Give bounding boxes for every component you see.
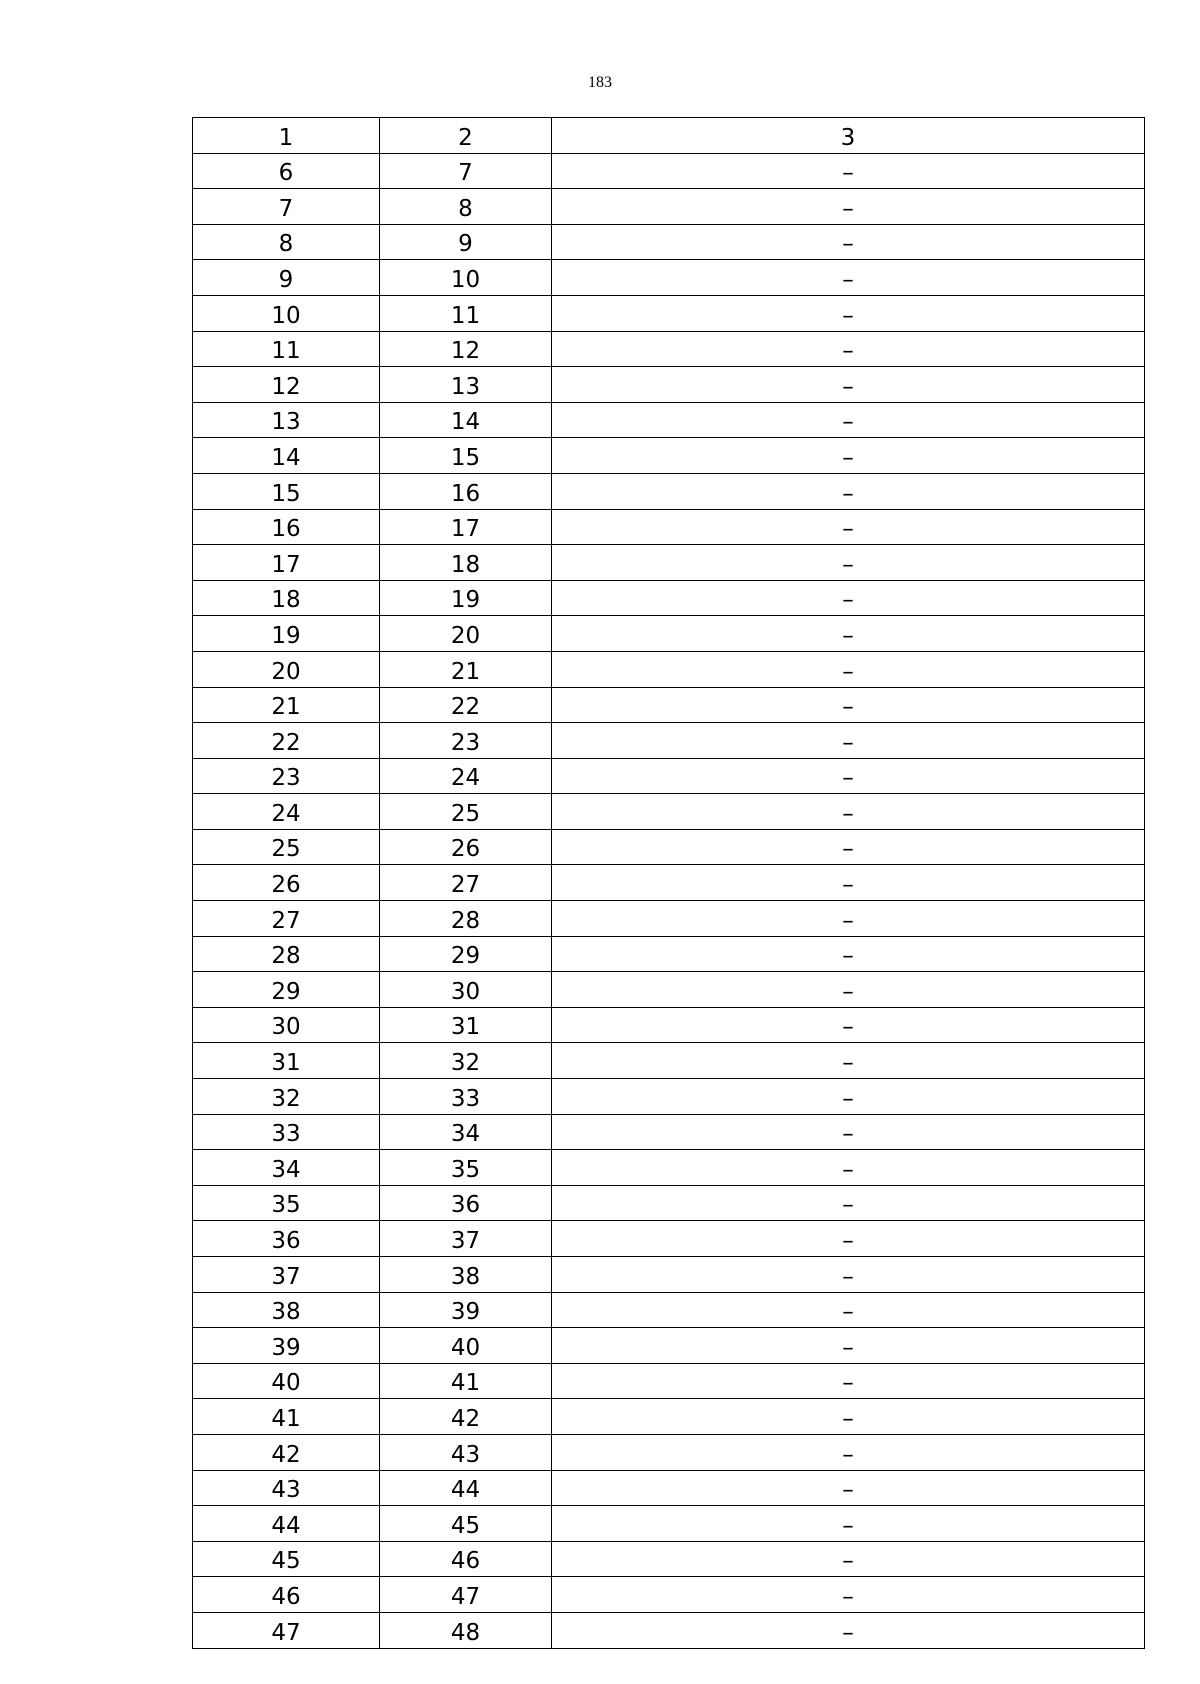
cell-col-2: 18 <box>380 545 552 581</box>
cell-col-1: 29 <box>193 972 380 1008</box>
table-row <box>193 1434 1145 1470</box>
cell-col-2: 22 <box>380 687 552 723</box>
cell-col-1: 38 <box>193 1292 380 1328</box>
cell-col-3: – <box>552 1292 1145 1328</box>
table-row <box>193 972 1145 1008</box>
table-row <box>193 295 1145 331</box>
cell-col-3: – <box>552 260 1145 296</box>
cell-col-3: – <box>552 1221 1145 1257</box>
cell-col-1: 16 <box>193 509 380 545</box>
cell-col-1: 11 <box>193 331 380 367</box>
cell-col-3: – <box>552 1043 1145 1079</box>
cell-col-1: 12 <box>193 367 380 403</box>
cell-col-2: 38 <box>380 1257 552 1293</box>
cell-col-2: 39 <box>380 1292 552 1328</box>
column-number-1: 1 <box>193 118 380 154</box>
table-row <box>193 936 1145 972</box>
cell-col-3: – <box>552 1150 1145 1186</box>
cell-col-3: – <box>552 545 1145 581</box>
cell-col-2: 42 <box>380 1399 552 1435</box>
cell-col-2: 15 <box>380 438 552 474</box>
cell-col-2: 35 <box>380 1150 552 1186</box>
cell-col-1: 35 <box>193 1185 380 1221</box>
cell-col-2: 30 <box>380 972 552 1008</box>
cell-col-2: 48 <box>380 1612 552 1648</box>
cell-col-2: 10 <box>380 260 552 296</box>
cell-col-3: – <box>552 1114 1145 1150</box>
cell-col-1: 44 <box>193 1506 380 1542</box>
table-row <box>193 1577 1145 1613</box>
table-row <box>193 687 1145 723</box>
cell-col-3: – <box>552 1577 1145 1613</box>
cell-col-1: 24 <box>193 794 380 830</box>
cell-col-2: 14 <box>380 402 552 438</box>
cell-col-3: – <box>552 865 1145 901</box>
table-row <box>193 260 1145 296</box>
table-row <box>193 1043 1145 1079</box>
table-row <box>193 1007 1145 1043</box>
table-body <box>193 118 1145 1649</box>
cell-col-2: 44 <box>380 1470 552 1506</box>
cell-col-3: – <box>552 829 1145 865</box>
cell-col-2: 43 <box>380 1434 552 1470</box>
cell-col-1: 26 <box>193 865 380 901</box>
table-row <box>193 473 1145 509</box>
cell-col-2: 33 <box>380 1079 552 1115</box>
cell-col-2: 11 <box>380 295 552 331</box>
cell-col-1: 31 <box>193 1043 380 1079</box>
cell-col-1: 19 <box>193 616 380 652</box>
table-row <box>193 1079 1145 1115</box>
cell-col-2: 29 <box>380 936 552 972</box>
cell-col-1: 23 <box>193 758 380 794</box>
table-row <box>193 331 1145 367</box>
cell-col-3: – <box>552 936 1145 972</box>
cell-col-2: 41 <box>380 1363 552 1399</box>
cell-col-3: – <box>552 794 1145 830</box>
cell-col-3: – <box>552 616 1145 652</box>
cell-col-2: 37 <box>380 1221 552 1257</box>
cell-col-1: 34 <box>193 1150 380 1186</box>
cell-col-1: 28 <box>193 936 380 972</box>
cell-col-2: 16 <box>380 473 552 509</box>
table-row <box>193 1506 1145 1542</box>
cell-col-2: 46 <box>380 1541 552 1577</box>
cell-col-2: 34 <box>380 1114 552 1150</box>
table-row <box>193 224 1145 260</box>
cell-col-1: 47 <box>193 1612 380 1648</box>
cell-col-3: – <box>552 1185 1145 1221</box>
cell-col-1: 25 <box>193 829 380 865</box>
cell-col-2: 28 <box>380 901 552 937</box>
cell-col-3: – <box>552 1399 1145 1435</box>
table-row <box>193 723 1145 759</box>
table-row <box>193 402 1145 438</box>
table-row <box>193 1114 1145 1150</box>
cell-col-1: 17 <box>193 545 380 581</box>
cell-col-1: 22 <box>193 723 380 759</box>
cell-col-2: 13 <box>380 367 552 403</box>
cell-col-1: 14 <box>193 438 380 474</box>
table-row <box>193 367 1145 403</box>
page-number: 183 <box>588 74 612 91</box>
table-header-row <box>193 118 1145 154</box>
cell-col-3: – <box>552 509 1145 545</box>
cell-col-1: 10 <box>193 295 380 331</box>
cell-col-1: 41 <box>193 1399 380 1435</box>
table-row <box>193 1363 1145 1399</box>
cell-col-1: 43 <box>193 1470 380 1506</box>
cell-col-3: – <box>552 651 1145 687</box>
cell-col-1: 9 <box>193 260 380 296</box>
cell-col-2: 23 <box>380 723 552 759</box>
cell-col-2: 12 <box>380 331 552 367</box>
cell-col-3: – <box>552 1079 1145 1115</box>
table-row <box>193 153 1145 189</box>
cell-col-3: – <box>552 367 1145 403</box>
cell-col-2: 24 <box>380 758 552 794</box>
cell-col-3: – <box>552 189 1145 225</box>
cell-col-3: – <box>552 1007 1145 1043</box>
table-row <box>193 1399 1145 1435</box>
column-number-2: 2 <box>380 118 552 154</box>
cell-col-2: 45 <box>380 1506 552 1542</box>
table-row <box>193 189 1145 225</box>
table-row <box>193 794 1145 830</box>
cell-col-1: 15 <box>193 473 380 509</box>
cell-col-3: – <box>552 1434 1145 1470</box>
cell-col-3: – <box>552 901 1145 937</box>
table-row <box>193 580 1145 616</box>
cell-col-1: 30 <box>193 1007 380 1043</box>
cell-col-1: 42 <box>193 1434 380 1470</box>
cell-col-2: 19 <box>380 580 552 616</box>
table-row <box>193 901 1145 937</box>
cell-col-3: – <box>552 402 1145 438</box>
cell-col-1: 36 <box>193 1221 380 1257</box>
cell-col-2: 27 <box>380 865 552 901</box>
table-row <box>193 1257 1145 1293</box>
cell-col-1: 40 <box>193 1363 380 1399</box>
cell-col-1: 33 <box>193 1114 380 1150</box>
cell-col-3: – <box>552 1541 1145 1577</box>
cell-col-1: 13 <box>193 402 380 438</box>
cell-col-3: – <box>552 153 1145 189</box>
cell-col-3: – <box>552 1612 1145 1648</box>
cell-col-3: – <box>552 1328 1145 1364</box>
cell-col-3: – <box>552 224 1145 260</box>
table-row <box>193 1612 1145 1648</box>
table-row <box>193 1470 1145 1506</box>
cell-col-1: 45 <box>193 1541 380 1577</box>
cell-col-3: – <box>552 331 1145 367</box>
table-row <box>193 438 1145 474</box>
cell-col-3: – <box>552 687 1145 723</box>
cell-col-1: 6 <box>193 153 380 189</box>
cell-col-2: 40 <box>380 1328 552 1364</box>
cell-col-3: – <box>552 1363 1145 1399</box>
cell-col-3: – <box>552 1506 1145 1542</box>
cell-col-1: 7 <box>193 189 380 225</box>
cell-col-2: 25 <box>380 794 552 830</box>
cell-col-3: – <box>552 295 1145 331</box>
cell-col-2: 20 <box>380 616 552 652</box>
cell-col-1: 39 <box>193 1328 380 1364</box>
cell-col-1: 46 <box>193 1577 380 1613</box>
cell-col-1: 27 <box>193 901 380 937</box>
table-row <box>193 616 1145 652</box>
cell-col-1: 20 <box>193 651 380 687</box>
cell-col-1: 18 <box>193 580 380 616</box>
cell-col-3: – <box>552 438 1145 474</box>
cell-col-2: 7 <box>380 153 552 189</box>
cell-col-2: 47 <box>380 1577 552 1613</box>
table-row <box>193 1541 1145 1577</box>
cell-col-1: 37 <box>193 1257 380 1293</box>
cell-col-2: 26 <box>380 829 552 865</box>
cell-col-1: 21 <box>193 687 380 723</box>
table-row <box>193 1150 1145 1186</box>
cell-col-3: – <box>552 758 1145 794</box>
table-row <box>193 1221 1145 1257</box>
column-number-3: 3 <box>552 118 1145 154</box>
cell-col-2: 17 <box>380 509 552 545</box>
cell-col-3: – <box>552 1470 1145 1506</box>
cell-col-3: – <box>552 723 1145 759</box>
cell-col-3: – <box>552 1257 1145 1293</box>
cell-col-1: 8 <box>193 224 380 260</box>
cell-col-3: – <box>552 473 1145 509</box>
cell-col-2: 9 <box>380 224 552 260</box>
table-row <box>193 1292 1145 1328</box>
cell-col-2: 32 <box>380 1043 552 1079</box>
cell-col-1: 32 <box>193 1079 380 1115</box>
cell-col-2: 31 <box>380 1007 552 1043</box>
cell-col-2: 36 <box>380 1185 552 1221</box>
data-table <box>192 117 1145 1649</box>
cell-col-2: 21 <box>380 651 552 687</box>
table-row <box>193 865 1145 901</box>
table-row <box>193 1185 1145 1221</box>
table-row <box>193 1328 1145 1364</box>
table-row <box>193 509 1145 545</box>
table-row <box>193 758 1145 794</box>
table-row <box>193 651 1145 687</box>
cell-col-3: – <box>552 580 1145 616</box>
table-row <box>193 545 1145 581</box>
cell-col-3: – <box>552 972 1145 1008</box>
table-row <box>193 829 1145 865</box>
cell-col-2: 8 <box>380 189 552 225</box>
